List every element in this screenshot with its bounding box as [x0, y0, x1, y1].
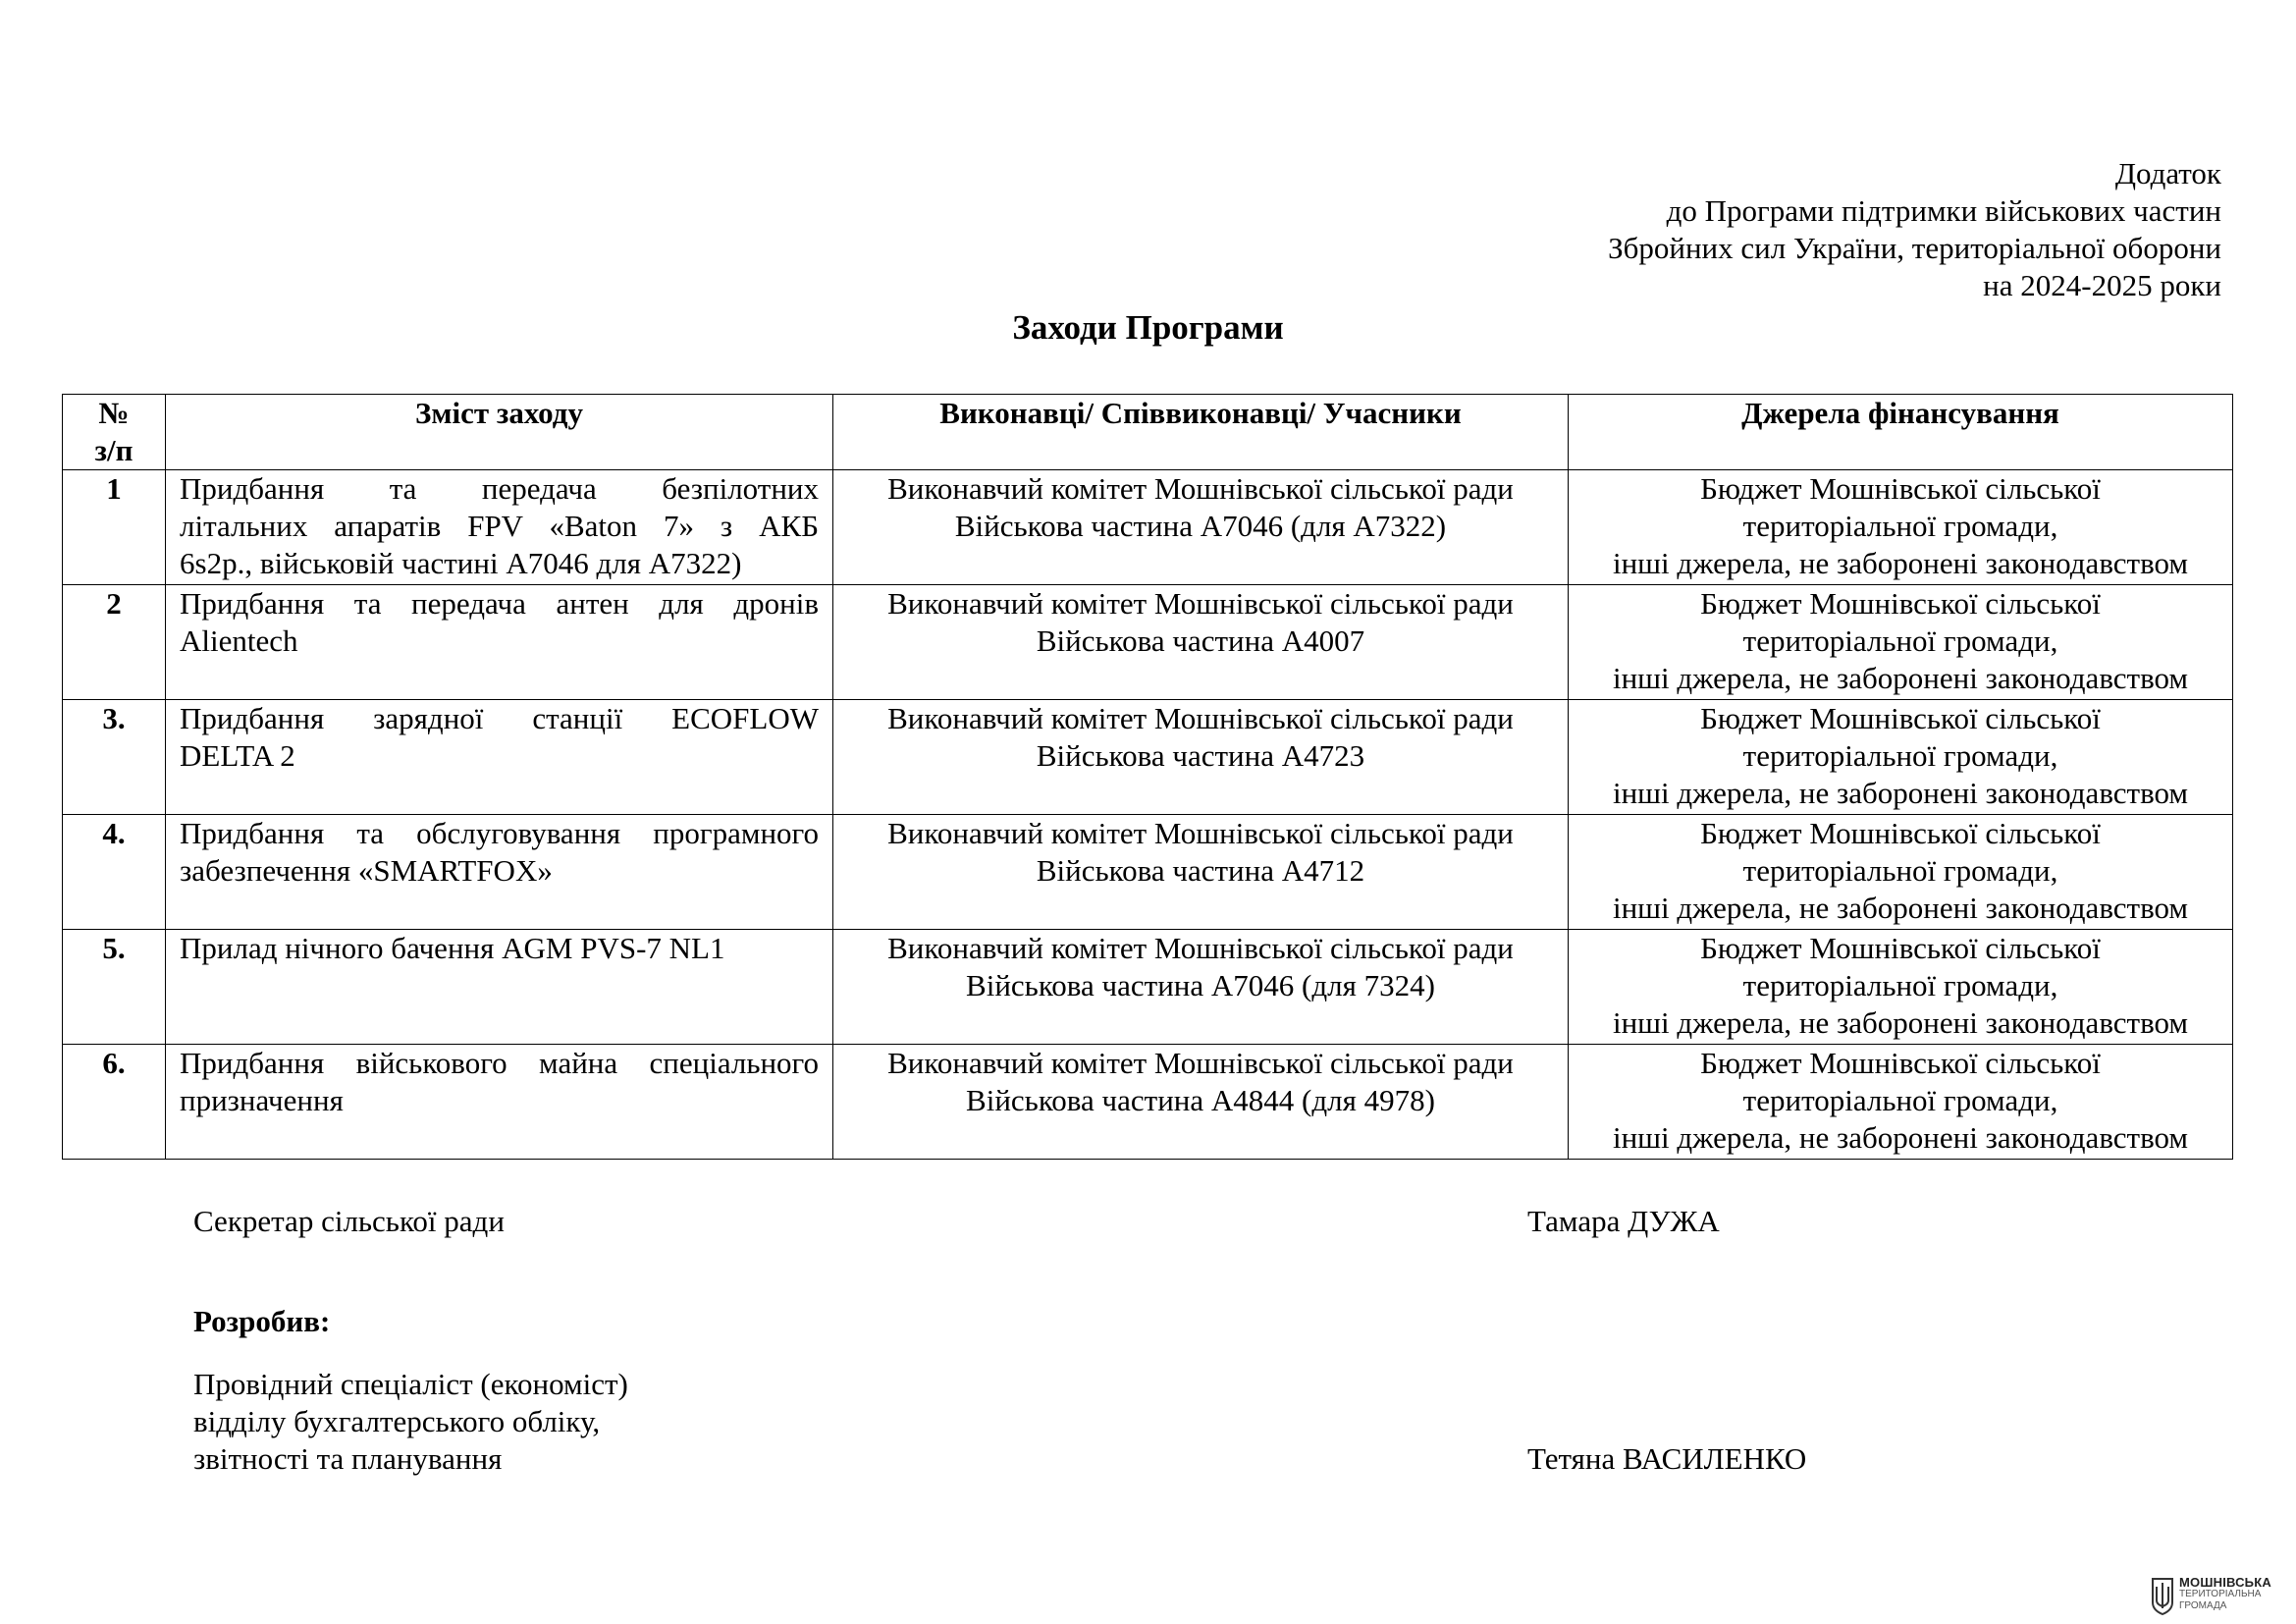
- funding-line: Бюджет Мошнівської сільської: [1700, 931, 2101, 965]
- logo-line-2: ТЕРИТОРІАЛЬНА: [2179, 1589, 2262, 1599]
- annex-line-2: до Програми підтримки військових частин: [1666, 193, 2221, 228]
- table-row: [63, 585, 2233, 700]
- row-content: [166, 470, 833, 585]
- header-funding: Джерела фінансування: [1569, 395, 2233, 470]
- executor-line: Військова частина А4007: [1036, 623, 1365, 658]
- executor-line: Військова частина А4712: [1036, 853, 1365, 888]
- content-line: Придбання та обслуговування програмного: [180, 816, 819, 850]
- trident-icon: [2150, 1575, 2175, 1616]
- annex-header: [1608, 155, 2221, 304]
- funding-line: територіальної громади,: [1742, 1083, 2058, 1117]
- content-line: DELTA 2: [180, 738, 295, 773]
- content-line: 6s2p., військовій частині А7046 для А7322): [180, 546, 742, 580]
- table-row: [63, 815, 2233, 930]
- table-row: [63, 470, 2233, 585]
- secretary-position: Секретар сільської ради: [193, 1204, 505, 1238]
- funding-line: територіальної громади,: [1742, 853, 2058, 888]
- row-funding: [1569, 930, 2233, 1045]
- funding-line: інші джерела, не заборонені законодавством: [1612, 776, 2189, 810]
- funding-line: Бюджет Мошнівської сільської: [1700, 701, 2101, 735]
- executor-line: Виконавчий комітет Мошнівської сільської ради: [887, 816, 1514, 850]
- row-funding: [1569, 700, 2233, 815]
- row-funding: [1569, 470, 2233, 585]
- community-logo: [2150, 1575, 2287, 1618]
- executor-line: Виконавчий комітет Мошнівської сільської ради: [887, 586, 1514, 621]
- funding-line: територіальної громади,: [1742, 738, 2058, 773]
- row-funding: [1569, 1045, 2233, 1160]
- header-number-symbol: №: [98, 396, 130, 430]
- developer-name: Тетяна ВАСИЛЕНКО: [1527, 1441, 1807, 1476]
- row-executors: [833, 815, 1569, 930]
- row-number: 1: [63, 470, 166, 585]
- annex-line-3: Збройних сил України, територіальної оборони: [1608, 231, 2221, 265]
- annex-line-1: Додаток: [2114, 156, 2221, 190]
- logo-text: [2179, 1577, 2271, 1612]
- secretary-name: Тамара ДУЖА: [1527, 1204, 1720, 1238]
- header-number-abbr: з/п: [94, 433, 133, 467]
- executor-line: Виконавчий комітет Мошнівської сільської ради: [887, 471, 1514, 506]
- content-line: Прилад нічного бачення AGM PVS-7 NL1: [180, 931, 725, 965]
- funding-line: територіальної громади,: [1742, 968, 2058, 1002]
- funding-line: інші джерела, не заборонені законодавством: [1612, 1005, 2189, 1040]
- content-line: Придбання та передача безпілотних: [180, 471, 819, 506]
- table-header-row: [63, 395, 2233, 470]
- row-content: [166, 700, 833, 815]
- content-line: Alientech: [180, 623, 298, 658]
- annex-line-4: на 2024-2025 роки: [1983, 268, 2221, 302]
- content-line: Придбання та передача антен для дронів: [180, 586, 819, 621]
- row-content: [166, 585, 833, 700]
- logo-line-1: МОШНІВСЬКА: [2179, 1575, 2271, 1590]
- developed-by-label: Розробив:: [193, 1304, 331, 1338]
- row-executors: [833, 1045, 1569, 1160]
- header-number: [63, 395, 166, 470]
- executor-line: Військова частина А4844 (для 4978): [966, 1083, 1435, 1117]
- executor-line: Виконавчий комітет Мошнівської сільської ради: [887, 931, 1514, 965]
- table-row: [63, 700, 2233, 815]
- content-line: Придбання військового майна спеціального: [180, 1046, 819, 1080]
- funding-line: Бюджет Мошнівської сільської: [1700, 471, 2101, 506]
- executor-line: Військова частина А4723: [1036, 738, 1365, 773]
- document-title: Заходи Програми: [1012, 308, 1284, 347]
- funding-line: інші джерела, не заборонені законодавством: [1612, 891, 2189, 925]
- logo-line-3: ГРОМАДА: [2179, 1600, 2227, 1611]
- row-executors: [833, 930, 1569, 1045]
- content-line: призначення: [180, 1083, 344, 1117]
- row-number: 4.: [63, 815, 166, 930]
- funding-line: інші джерела, не заборонені законодавством: [1612, 661, 2189, 695]
- measures-table: [62, 394, 2233, 1160]
- row-content: [166, 930, 833, 1045]
- row-content: [166, 1045, 833, 1160]
- row-executors: [833, 470, 1569, 585]
- table-row: [63, 930, 2233, 1045]
- funding-line: територіальної громади,: [1742, 623, 2058, 658]
- table-row: [63, 1045, 2233, 1160]
- row-number: 2: [63, 585, 166, 700]
- content-line: забезпечення «SMARTFOX»: [180, 853, 553, 888]
- row-executors: [833, 700, 1569, 815]
- header-executors: Виконавці/ Співвиконавці/ Учасники: [833, 395, 1569, 470]
- funding-line: територіальної громади,: [1742, 509, 2058, 543]
- executor-line: Військова частина А7046 (для 7324): [966, 968, 1435, 1002]
- row-number: 5.: [63, 930, 166, 1045]
- funding-line: інші джерела, не заборонені законодавством: [1612, 546, 2189, 580]
- developer-position-line-1: Провідний спеціаліст (економіст): [193, 1367, 628, 1401]
- funding-line: Бюджет Мошнівської сільської: [1700, 1046, 2101, 1080]
- header-content: Зміст заходу: [166, 395, 833, 470]
- executor-line: Виконавчий комітет Мошнівської сільської ради: [887, 701, 1514, 735]
- row-content: [166, 815, 833, 930]
- table-body: [63, 470, 2233, 1160]
- row-funding: [1569, 585, 2233, 700]
- developer-position-line-3: звітності та планування: [193, 1441, 503, 1476]
- content-line: літальних апаратів FPV «Baton 7» з АКБ: [180, 509, 819, 543]
- row-number: 6.: [63, 1045, 166, 1160]
- funding-line: Бюджет Мошнівської сільської: [1700, 816, 2101, 850]
- row-funding: [1569, 815, 2233, 930]
- executor-line: Військова частина А7046 (для А7322): [954, 509, 1447, 543]
- funding-line: інші джерела, не заборонені законодавством: [1612, 1120, 2189, 1155]
- developer-position-line-2: відділу бухгалтерського обліку,: [193, 1404, 601, 1438]
- row-executors: [833, 585, 1569, 700]
- content-line: Придбання зарядної станції ECOFLOW: [180, 701, 819, 735]
- row-number: 3.: [63, 700, 166, 815]
- funding-line: Бюджет Мошнівської сільської: [1700, 586, 2101, 621]
- executor-line: Виконавчий комітет Мошнівської сільської ради: [887, 1046, 1514, 1080]
